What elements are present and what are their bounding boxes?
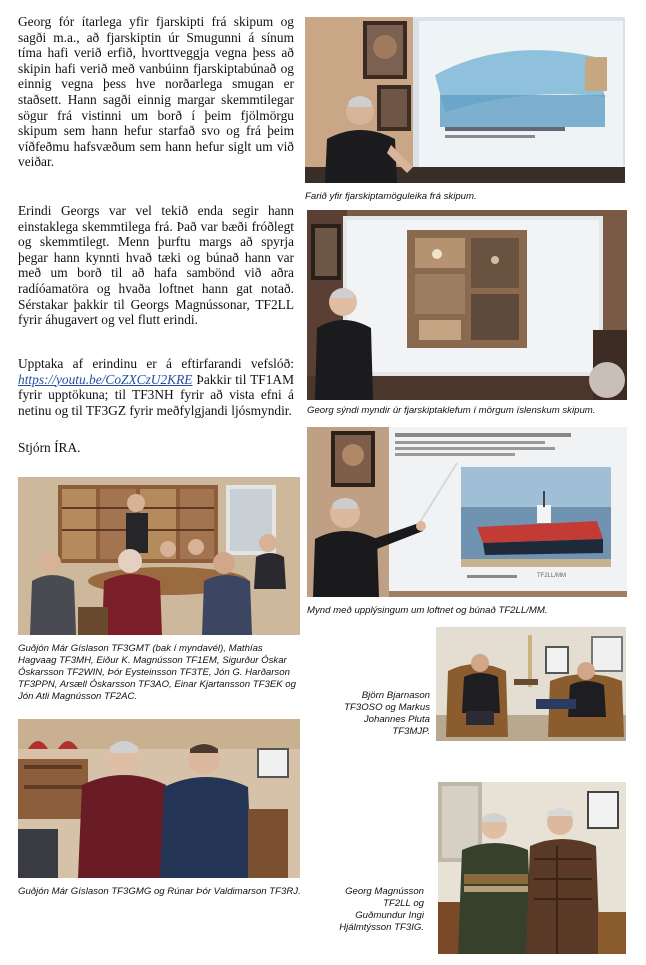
caption-photo-3: Mynd með upplýsingum um loftnet og búnað TF2LL/MM.	[307, 605, 548, 616]
photo-radio-room-slide	[307, 210, 627, 400]
recording-thanks-text: Þakkir til TF1AM fyrir upptökuna; til TF3NH fyrir að vista efni á netinu og til TF3GZ fyrir meðfylgjandi ljósmyndir.	[18, 371, 294, 418]
signature: Stjórn ÍRA.	[18, 440, 81, 455]
photo-georg-and-gudmundur	[438, 782, 626, 954]
caption-photo-6: Guðjón Már Gíslason TF3GMG og Rúnar Þór Valdimarson TF3RJ.	[18, 886, 301, 897]
recording-intro-text: Upptaka af erindinu er á eftirfarandi vefslóð:	[18, 356, 294, 371]
caption-photo-2: Georg sýndi myndir úr fjarskiptaklefum í mörgum íslenskum skipum.	[307, 405, 596, 416]
slide-vessel-label: TF2LL/MM	[537, 573, 567, 579]
caption-photo-4: Guðjón Már Gíslason TF3GMT (bak í myndavél), Mathías Hagvaag TF3MH, Eiður K. Magnússon TF1EM, Sigurður Óskar Óskarsson TF2WIN, Þór Eysteinsson TF3TE, Jón G. Harðarson TF3PPN, Arsæll Óskarsson TF3AO, Einar Kjartansson TF3EK og Jón Atli Magnússon TF2AC.	[18, 643, 296, 702]
caption-photo-5: Björn Bjarnason TF3OSO og Markus Johannes Pluta TF3MJP.	[344, 690, 430, 737]
photo-presentation-ship-communications	[305, 17, 625, 183]
caption-photo-1: Farið yfir fjarskiptamöguleika frá skipum.	[305, 191, 477, 202]
article-paragraph-2: Erindi Georgs var vel tekið enda segir hann einstaklega skemmtilega frá. Það var bæði fróðlegt og skemmtilegt. Menn þurftu margs að spyrja þegar hann kynnti hvað tæki og búnað hann var með um borð til að hafa sambönd við aðra radíóamatöra og hvaða loftnet hann gat notað. Sérstakar þakkir til Georgs Magnússonar, TF2LL fyrir áhugavert og vel flutt erindi.	[18, 203, 294, 328]
caption-photo-7: Georg Magnússon TF2LL og Guðmundur Ingi Hjálmtýsson TF3IG.	[339, 886, 424, 933]
photo-two-men-standing	[18, 719, 300, 878]
youtube-link[interactable]: https://youtu.be/CoZXCzU2KRE	[18, 371, 193, 387]
article-paragraph-3	[18, 356, 294, 418]
article-paragraph-1: Georg fór ítarlega yfir fjarskipti frá skipum og sagði m.a., að fjarskiptin úr Smugunni á sínum tíma hafi verið erfið, hvorttveggja vegna þess að skipin hafi verið með vanbúinn fjarskiptabúnað og einnig vegna þess hve norðarlega smugan er staðsett. Hann sagði einnig margar skemmtilegar sögur frá vistinni um borð í þeim fjölmörgu skipum sem hann hefur starfað svo og frá þeim víðfeðmu hafsvæðum sem hann hefur siglt um við veiðar.	[18, 14, 294, 170]
photo-armchairs	[436, 627, 626, 741]
photo-antenna-slide	[307, 427, 627, 597]
photo-group-meeting	[18, 477, 300, 635]
